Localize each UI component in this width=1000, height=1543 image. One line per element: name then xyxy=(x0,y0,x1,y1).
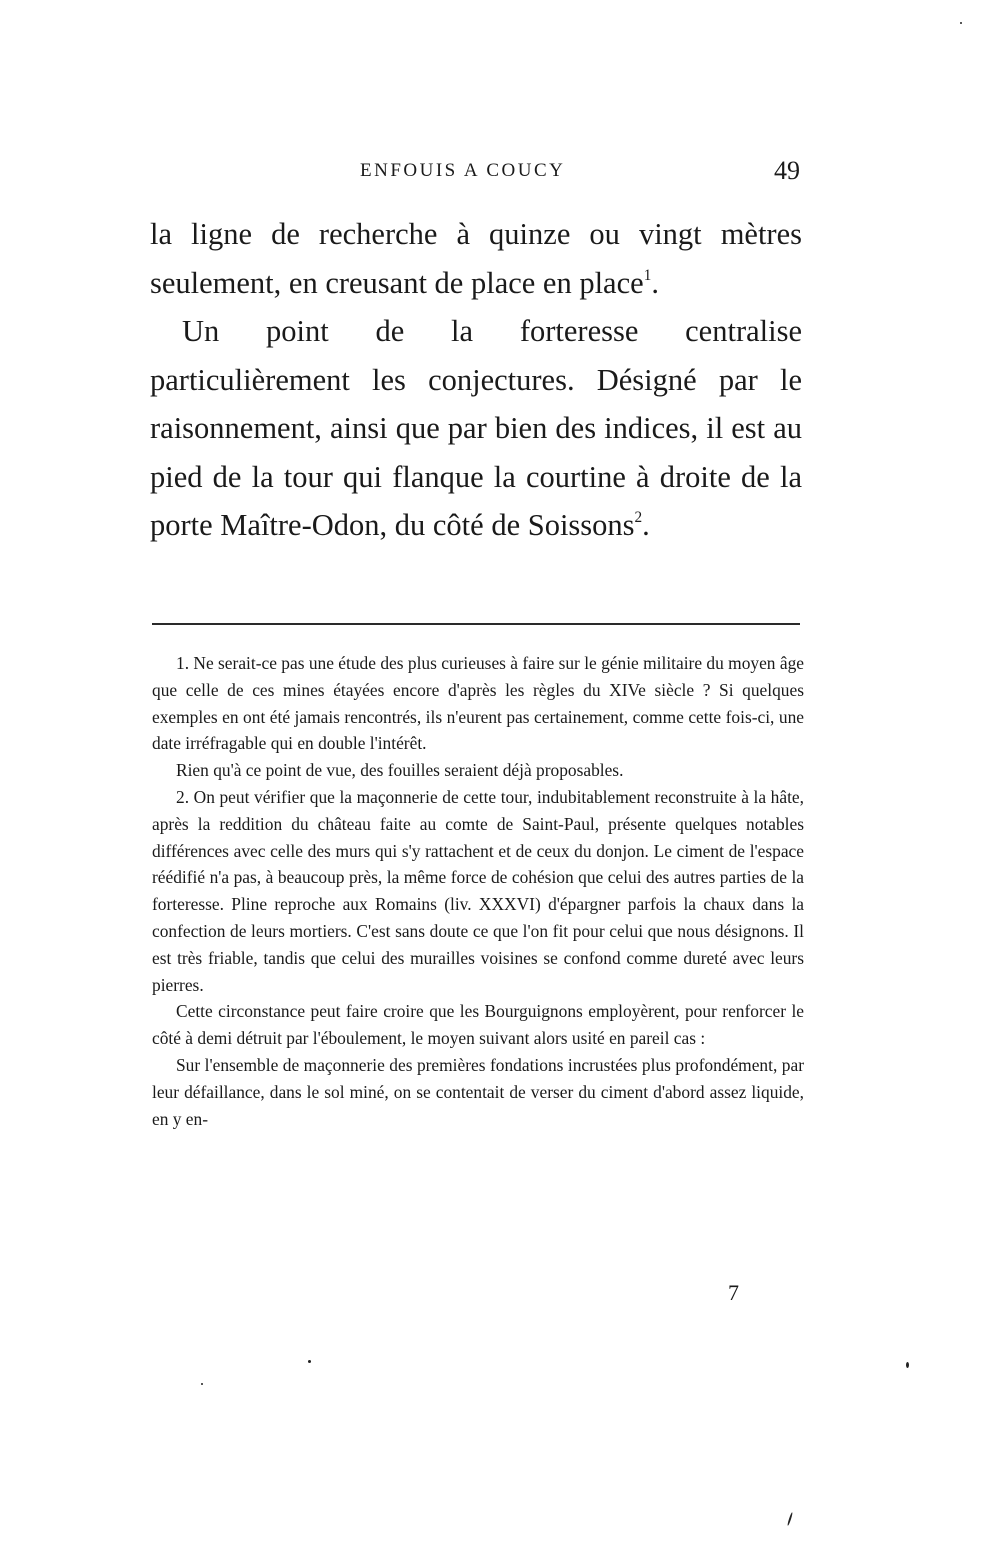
scan-speck xyxy=(201,1383,203,1385)
footnote-continuation: Cette circonstance peut faire croire que les Bourguignons employèrent, pour renforcer le côté à demi détruit par l'éboulement, le moyen suivant alors usité en pareil cas : xyxy=(152,1001,804,1049)
running-title: ENFOUIS A COUCY xyxy=(360,160,566,181)
paragraph-punctuation: . xyxy=(651,265,659,300)
footnote: 1. Ne serait-ce pas une étude des plus curieuses à faire sur le génie militaire du moyen âge que celle de ces mines étayées encore d'après les règles du XIVe siècle ? Si quelques exemples en ont été jamais rencontrés, ils n'eurent pas certainement, comme cette fois-ci, une date irréfragable qui en double l'intérêt. xyxy=(152,653,804,754)
paragraph xyxy=(150,307,802,550)
running-head xyxy=(150,158,802,190)
paragraph-text: la ligne de recherche à quinze ou vingt mètres seulement, en creusant de place en place xyxy=(150,217,802,300)
scan-speck xyxy=(960,22,962,24)
footnote-ref: 1 xyxy=(643,266,652,284)
footnote-divider xyxy=(152,623,800,625)
scan-speck xyxy=(308,1360,311,1363)
footnote-continuation: Sur l'ensemble de maçonnerie des premières fondations incrustées plus profondément, par leur défaillance, dans le sol miné, on se contentait de verser du ciment d'abord assez liquide, en y en- xyxy=(152,1054,804,1129)
main-text xyxy=(150,210,802,550)
paragraph-punctuation: . xyxy=(642,508,650,542)
page-number: 49 xyxy=(774,156,800,185)
footnotes xyxy=(152,650,804,1132)
scan-speck xyxy=(906,1362,909,1368)
footnote: 2. On peut vérifier que la maçonnerie de cette tour, indubitablement reconstruite à la hâte, après la reddition du château faite au comte de Saint-Paul, présente quelques notables différences avec celle des murs qui s'y rattachent et de ceux du donjon. Le ciment de l'espace réédifié n'a pas, à beaucoup près, la même force de cohésion que celui des autres parties de la forteresse. Pline reproche aux Romains (liv. XXXVI) d'épargner parfois la chaux dans la confection de leurs mortiers. C'est sans doute ce que l'on fit pour celui que nous désignons. Il est très friable, tandis que celui des murailles voisines se confond comme dureté avec leurs pierres. xyxy=(152,786,804,995)
scan-speck xyxy=(787,1512,793,1526)
paragraph-text: Un point de la forteresse centralise particulièrement les conjectures. Désigné par le raisonnement, ainsi que par bien des indices, il est au pied de la tour qui flanque la courtine à droite de la porte Maître-Odon, du côté de Soissons xyxy=(150,314,802,542)
footnote-ref: 2 xyxy=(634,509,643,527)
footnote-continuation: Rien qu'à ce point de vue, des fouilles seraient déjà proposables. xyxy=(176,760,624,781)
paragraph xyxy=(150,210,802,307)
signature-mark: 7 xyxy=(728,1280,739,1305)
